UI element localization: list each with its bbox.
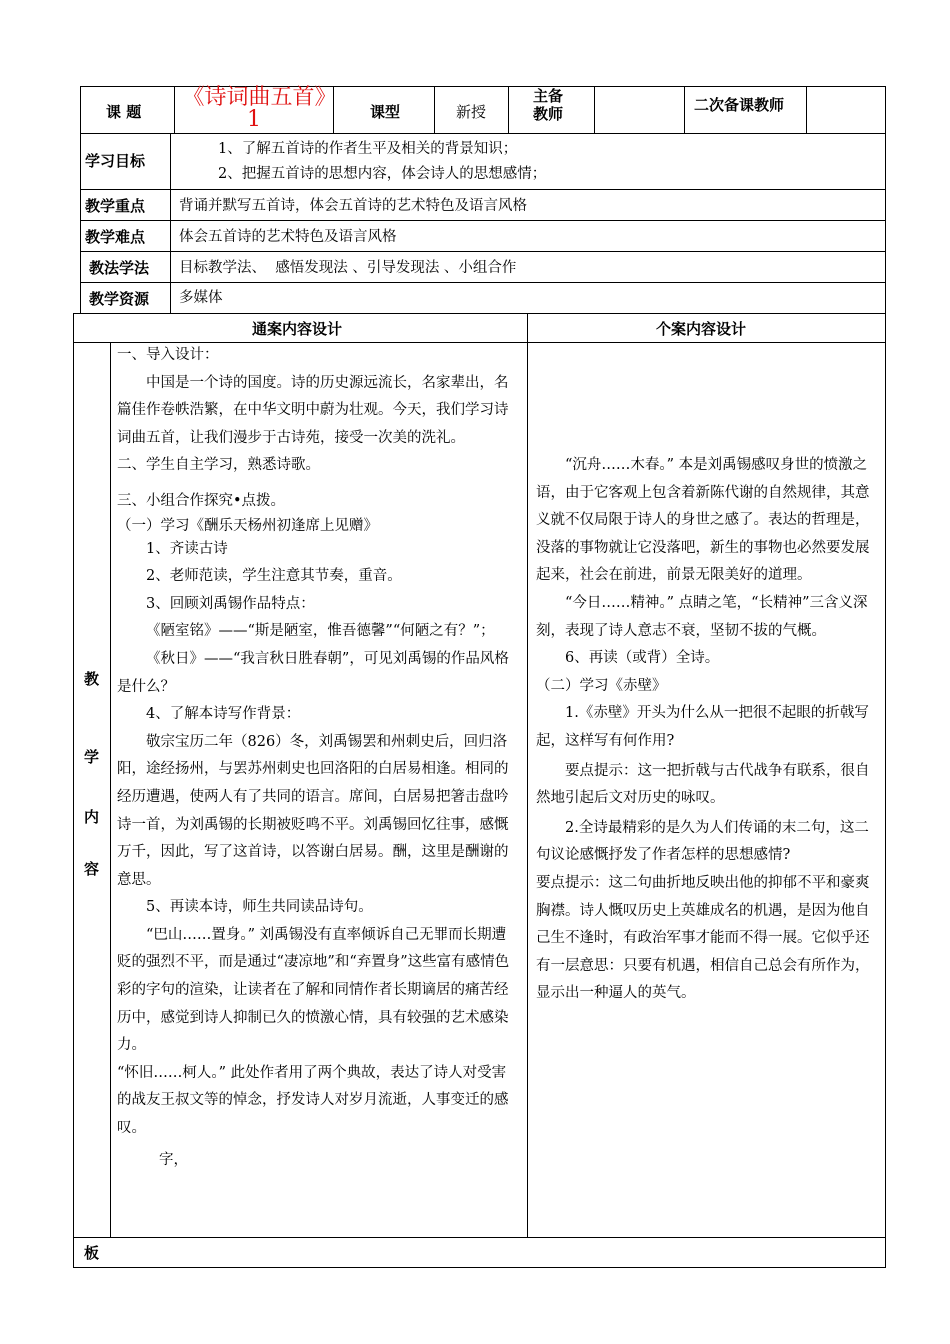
answer-hint: 要点提示：这一把折戟与古代战争有联系，很自然地引起后文对历史的咏叹。 xyxy=(536,762,870,807)
resources-label: 教学资源 xyxy=(89,290,150,308)
type-value: 新授 xyxy=(456,103,487,121)
difficulties-label: 教学难点 xyxy=(85,228,146,246)
analysis-paragraph: （二）学习《赤壁》 xyxy=(536,677,667,694)
section-self-study: 二、学生自主学习，熟悉诗歌。 xyxy=(117,457,320,474)
common-design-header: 通案内容设计 xyxy=(252,320,343,338)
goal-item: 2、把握五首诗的思想内容，体会诗人的思想感情； xyxy=(218,166,547,182)
common-design-content xyxy=(117,342,519,1174)
goal-item: 1、了解五首诗的作者生平及相关的背景知识； xyxy=(218,141,518,157)
goals-label: 学习目标 xyxy=(85,152,146,170)
step-item: 3、回顾刘禹锡作品特点： xyxy=(146,595,315,612)
analysis-paragraph: 6、再读（或背）全诗。 xyxy=(565,650,720,667)
analysis-paragraph: “今日……精神。” 点睛之笔，“长精神”三含义深刻，表现了诗人意志不衰，坚韧不拔的气概。 xyxy=(536,594,868,639)
page-title: 《诗词曲五首》1 xyxy=(182,85,326,132)
section-group-sub: （一）学习《酬乐天杨州初逢席上见赠》 xyxy=(117,517,378,534)
answer-hint: 要点提示：这二句曲折地反映出他的抑郁不平和豪爽胸襟。诗人慨叹历史上英雄成名的机遇，是因为他自己生不逢时，有政治军事才能而不得一展。它似乎还有一层意思：只要有机遇，相信自己总会有所作为，显示出一种逼人的英气。 xyxy=(536,874,870,1002)
step-detail: 敬宗宝历二年（826）冬，刘禹锡罢和州刺史后，回归洛阳，途经扬州，与罢苏州刺史也回洛阳的白居易相逢。相同的经历遭遇，使两人有了共同的语言。席间，白居易把箸击盘吟诗一首，为刘禹锡的长期被贬鸣不平。刘禹锡回忆往事，感慨万千，因此，写了这首诗，以答谢白居易。酬，这里是酬谢的意思。 xyxy=(117,733,509,888)
side-label-char: 学 xyxy=(84,748,100,766)
type-label: 课型 xyxy=(370,103,401,121)
side-label-char: 容 xyxy=(84,860,100,878)
course-label: 课 题 xyxy=(106,103,142,121)
side-label-char: 内 xyxy=(84,808,100,826)
analysis-paragraph: “沉舟……木春。” 本是刘禹锡感叹身世的愤激之语，由于它客观上包含着新陈代谢的自然规律，其意义就不仅局限于诗人的身世之感了。表达的哲理是，没落的事物就让它没落吧，新生的事物也必然要发展起来，社会在前进，前景无限美好的道理。 xyxy=(536,457,870,584)
step-detail: “怀旧……柯人。” 此处作者用了两个典故，表达了诗人对受害的战友王叔文等的悼念，抒发诗人对岁月流逝，人事变迁的感叹。 xyxy=(117,1064,509,1137)
step-item: 1、齐读古诗 xyxy=(146,540,228,557)
methods-text: 目标教学法、 感悟发现法 、引导发现法 、小组合作 xyxy=(179,260,517,276)
section-intro-title: 一、导入设计： xyxy=(117,347,219,363)
individual-design-header: 个案内容设计 xyxy=(656,320,747,338)
step-tail: 字， xyxy=(159,1151,188,1168)
step-item: 5、再读本诗，师生共同读品诗句。 xyxy=(146,899,373,916)
step-detail: 《陋室铭》——“斯是陋室，惟吾德馨”“何陋之有？”； xyxy=(146,623,495,640)
difficulties-text: 体会五首诗的艺术特色及语言风格 xyxy=(179,229,397,245)
step-item: 2、老师范读，学生注意其节奏，重音。 xyxy=(146,568,402,585)
second-teacher-label: 二次备课教师 xyxy=(694,96,785,114)
resources-text: 多媒体 xyxy=(179,290,223,306)
question-item: 1.《赤壁》开头为什么从一把很不起眼的折戟写起，这样写有何作用? xyxy=(536,705,869,749)
individual-design-content xyxy=(536,452,878,1008)
step-detail: “巴山……置身。” 刘禹锡没有直率倾诉自己无罪而长期遭贬的强烈不平，而是通过“凄凉地”和“弃置身”这些富有感情色彩的字句的渲染，让读者在了解和同情作者长期谪居的痛苦经历中，感觉到诗人抑制已久的愤激心情，具有较强的艺术感染力。 xyxy=(117,926,510,1054)
board-label: 板 xyxy=(84,1244,100,1262)
section-intro-text: 中国是一个诗的国度。诗的历史源远流长，名家辈出，名篇佳作卷帙浩繁，在中华文明中蔚为壮观。今天，我们学习诗词曲五首，让我们漫步于古诗苑，接受一次美的洗礼。 xyxy=(117,374,509,446)
side-label-char: 教 xyxy=(84,670,100,688)
section-group-study: 三、小组合作探究•点拨。 xyxy=(117,492,286,509)
key-points-label: 教学重点 xyxy=(85,197,146,215)
question-item: 2.全诗最精彩的是久为人们传诵的末二句，这二句议论感慨抒发了作者怎样的思想感情? xyxy=(536,819,869,864)
methods-label: 教法学法 xyxy=(89,259,150,277)
main-teacher-label: 主备教师 xyxy=(533,87,564,123)
step-detail: 《秋日》——“我言秋日胜春朝”，可见刘禹锡的作品风格是什么？ xyxy=(117,650,509,695)
key-points-text: 背诵并默写五首诗，体会五首诗的艺术特色及语言风格 xyxy=(179,198,527,214)
step-item: 4、了解本诗写作背景： xyxy=(146,706,301,723)
